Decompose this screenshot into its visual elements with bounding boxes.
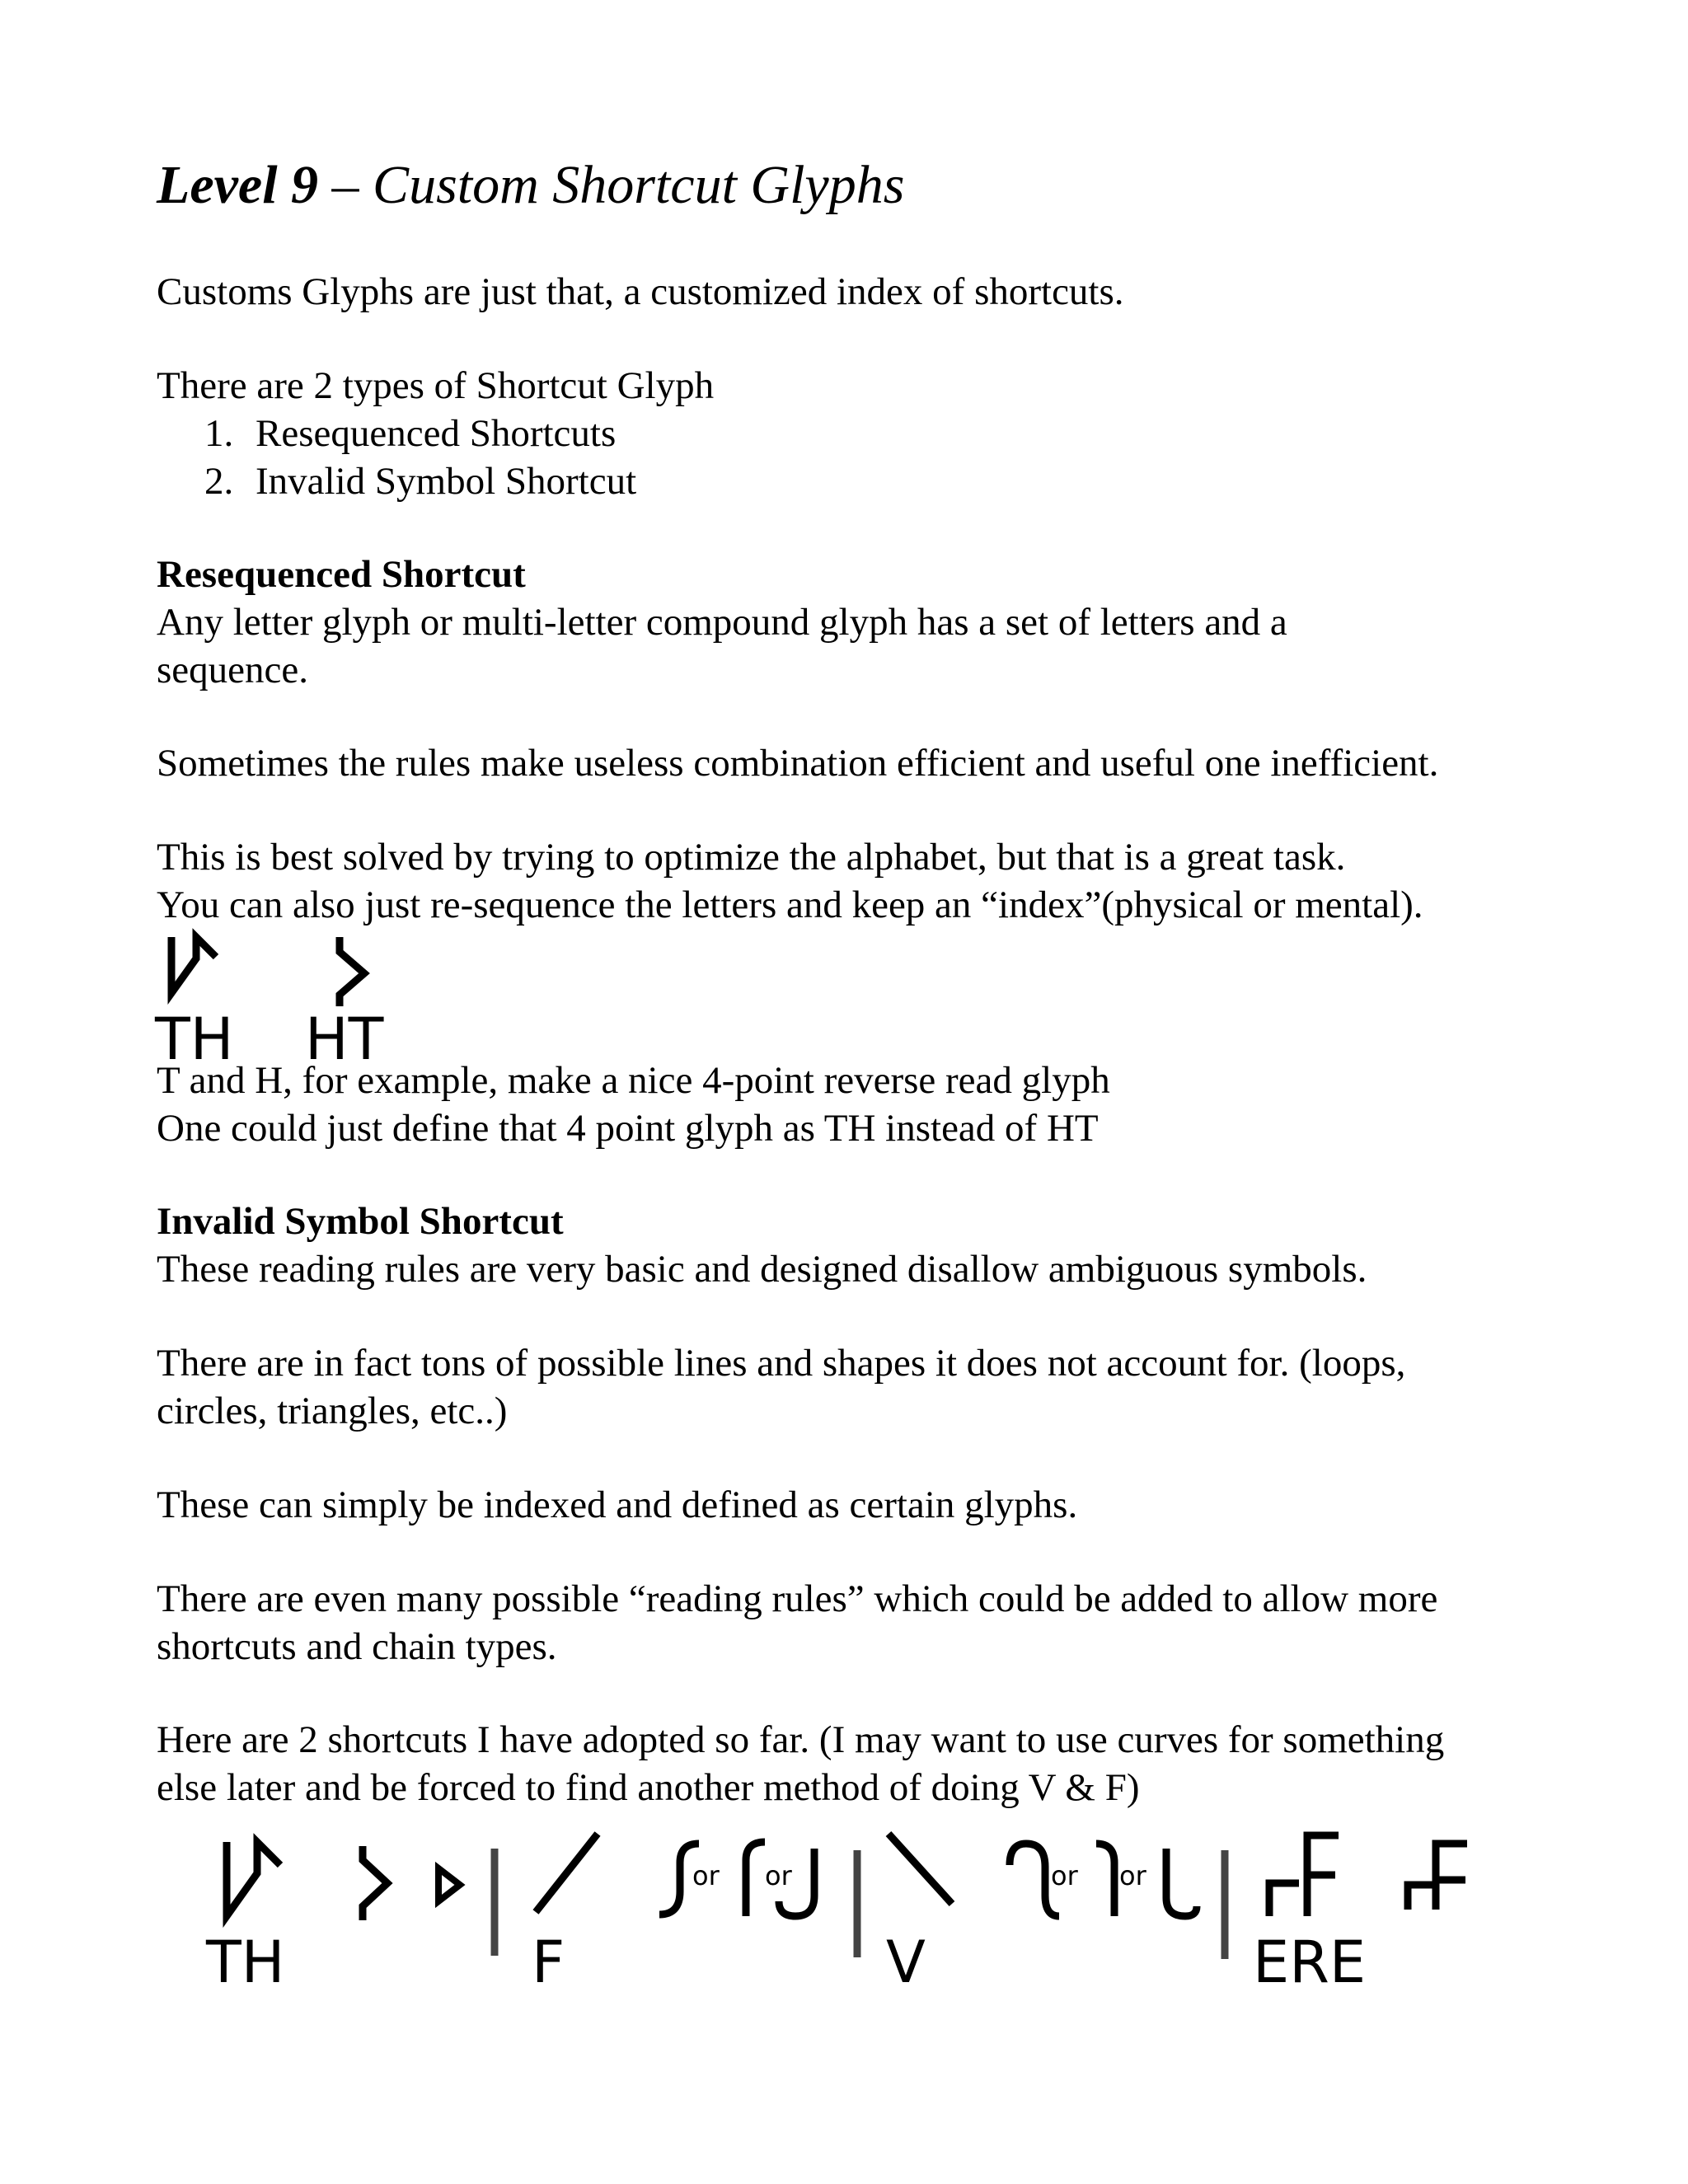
- resequenced-p4-line2: One could just define that 4 point glyph as TH instead of HT: [157, 1107, 1099, 1150]
- v-hook-glyph-icon: [1096, 1844, 1114, 1916]
- invalid-p4-line1: There are even many possible “reading rules” which could be added to allow more: [157, 1577, 1438, 1620]
- f-label: F: [532, 1929, 565, 1990]
- ht-label: HT: [305, 1005, 384, 1063]
- resequenced-p4-line1: T and H, for example, make a nice 4-point reverse read glyph: [157, 1059, 1110, 1102]
- resequenced-p1-line2: sequence.: [157, 649, 308, 691]
- or-label: or: [1051, 1860, 1078, 1891]
- invalid-p1: These reading rules are very basic and designed disallow ambiguous symbols.: [157, 1248, 1367, 1291]
- invalid-p2-line1: There are in fact tons of possible lines and shapes it does not account for. (loops,: [157, 1342, 1406, 1385]
- d-triangle-glyph-icon: [363, 1846, 387, 1920]
- v-l-glyph-icon: [1166, 1849, 1197, 1916]
- ere-glyph-icon: [1269, 1835, 1339, 1916]
- small-triangle-glyph-icon: [438, 1868, 460, 1901]
- resequenced-p3-line2: You can also just re-sequence the letters and keep an “index”(physical or mental).: [157, 883, 1423, 926]
- shortcut-glyph-figure: [198, 1817, 1500, 1990]
- th-label: TH: [155, 1005, 234, 1063]
- f-hook-glyph-icon: [746, 1842, 765, 1916]
- or-label: or: [692, 1860, 720, 1891]
- list-item: [204, 457, 636, 505]
- th-glyph-icon: [227, 1842, 280, 1916]
- v-backslash-glyph-icon: [889, 1834, 952, 1904]
- ere-label: ERE: [1253, 1929, 1367, 1990]
- resequenced-p1-line1: Any letter glyph or multi-letter compound glyph has a set of letters and a: [157, 601, 1287, 644]
- list-item: [204, 410, 616, 457]
- ht-glyph-icon: [340, 937, 364, 1006]
- types-heading: There are 2 types of Shortcut Glyph: [157, 364, 715, 407]
- invalid-p5-line1: Here are 2 shortcuts I have adopted so far. (I may want to use curves for something: [157, 1718, 1445, 1761]
- list-item-label: Resequenced Shortcuts: [256, 412, 617, 455]
- or-label: or: [765, 1860, 792, 1891]
- or-label: or: [1119, 1860, 1146, 1891]
- invalid-p4-line2: shortcuts and chain types.: [157, 1625, 557, 1668]
- invalid-p5-line2: else later and be forced to find another method of doing V & F): [157, 1766, 1140, 1809]
- page-title: [157, 152, 904, 218]
- ere-compact-glyph-icon: [1408, 1844, 1467, 1910]
- invalid-p2-line2: circles, triangles, etc..): [157, 1390, 508, 1432]
- resequenced-heading: Resequenced Shortcut: [157, 553, 526, 596]
- f-slash-glyph-icon: [536, 1834, 598, 1912]
- resequenced-p2: Sometimes the rules make useless combination efficient and useful one inefficient.: [157, 742, 1439, 785]
- th-label: TH: [206, 1929, 285, 1990]
- invalid-heading: Invalid Symbol Shortcut: [157, 1200, 564, 1243]
- v-label: V: [886, 1929, 926, 1990]
- title-rest: – Custom Shortcut Glyphs: [318, 155, 905, 215]
- intro-text: Customs Glyphs are just that, a customized index of shortcuts.: [157, 270, 1124, 313]
- invalid-p3: These can simply be indexed and defined as certain glyphs.: [157, 1483, 1078, 1526]
- list-item-number: 1.: [204, 412, 234, 455]
- title-level: Level 9: [157, 155, 319, 215]
- th-ht-glyph-figure: [148, 927, 412, 1063]
- th-glyph-icon: [171, 937, 216, 993]
- list-item-label: Invalid Symbol Shortcut: [256, 460, 637, 503]
- list-item-number: 2.: [204, 460, 234, 503]
- resequenced-p3-line1: This is best solved by trying to optimize the alphabet, but that is a great task.: [157, 836, 1346, 879]
